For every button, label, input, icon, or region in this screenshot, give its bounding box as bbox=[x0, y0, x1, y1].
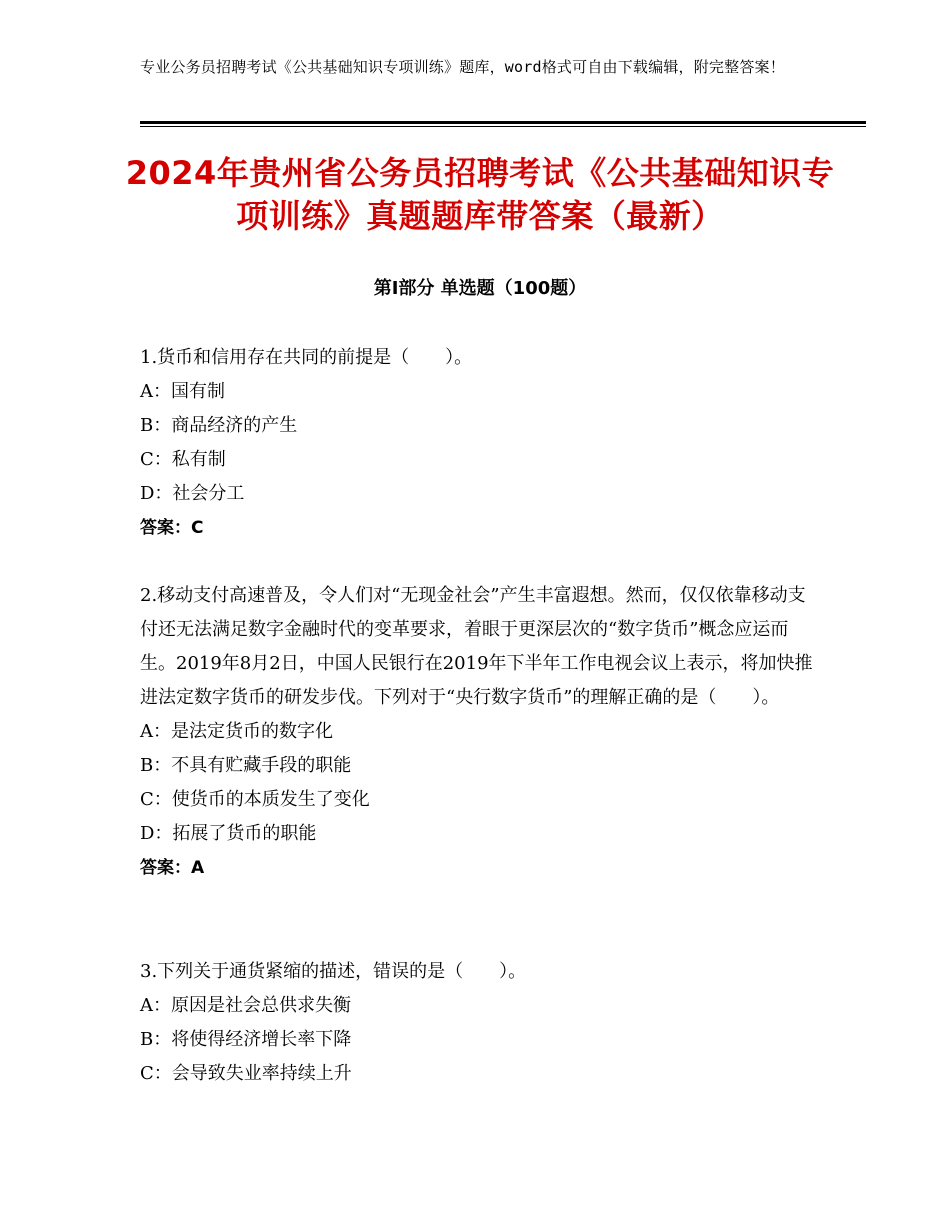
option-d: D：拓展了货币的职能 bbox=[140, 823, 317, 844]
section-heading: 第Ⅰ部分 单选题（100题） bbox=[373, 278, 587, 299]
header-divider bbox=[140, 121, 866, 124]
option-c: C：私有制 bbox=[140, 449, 226, 470]
question-stem: 1.货币和信用存在共同的前提是（ ）。 bbox=[140, 347, 473, 368]
document-title: 2024年贵州省公务员招聘考试《公共基础知识专项训练》真题题库带答案（最新） bbox=[125, 154, 835, 235]
answer-line: 答案：A bbox=[140, 858, 205, 878]
question-stem: 2.移动支付高速普及，令人们对“无现金社会”产生丰富遐想。然而，仅仅依靠移动支付还无法满足数字金融时代的变革要求，着眼于更深层次的“数字货币”概念应运而生。2019年8月2日，中国人民银行在2019年下半年工作电视会议上表示，将加快推进法定数字货币的研发步伐。下列对于“央行数字货币”的理解正确的是（ ）。 bbox=[140, 585, 813, 708]
header-note: 专业公务员招聘考试《公共基础知识专项训练》题库，word格式可自由下载编辑，附完整答案！ bbox=[140, 58, 785, 76]
option-b: B：将使得经济增长率下降 bbox=[140, 1029, 352, 1050]
option-c: C：使货币的本质发生了变化 bbox=[140, 789, 370, 810]
option-a: A：原因是社会总供求失衡 bbox=[140, 995, 351, 1016]
question-1 bbox=[140, 341, 820, 545]
option-c: C：会导致失业率持续上升 bbox=[140, 1063, 352, 1084]
question-stem: 3.下列关于通货紧缩的描述，错误的是（ ）。 bbox=[140, 961, 527, 982]
option-b: B：不具有贮藏手段的职能 bbox=[140, 755, 352, 776]
question-2 bbox=[140, 579, 820, 885]
option-d: D：社会分工 bbox=[140, 483, 245, 504]
option-a: A：国有制 bbox=[140, 381, 225, 402]
option-a: A：是法定货币的数字化 bbox=[140, 721, 333, 742]
answer-line: 答案：C bbox=[140, 518, 204, 538]
question-3 bbox=[140, 955, 820, 1091]
option-b: B：商品经济的产生 bbox=[140, 415, 298, 436]
